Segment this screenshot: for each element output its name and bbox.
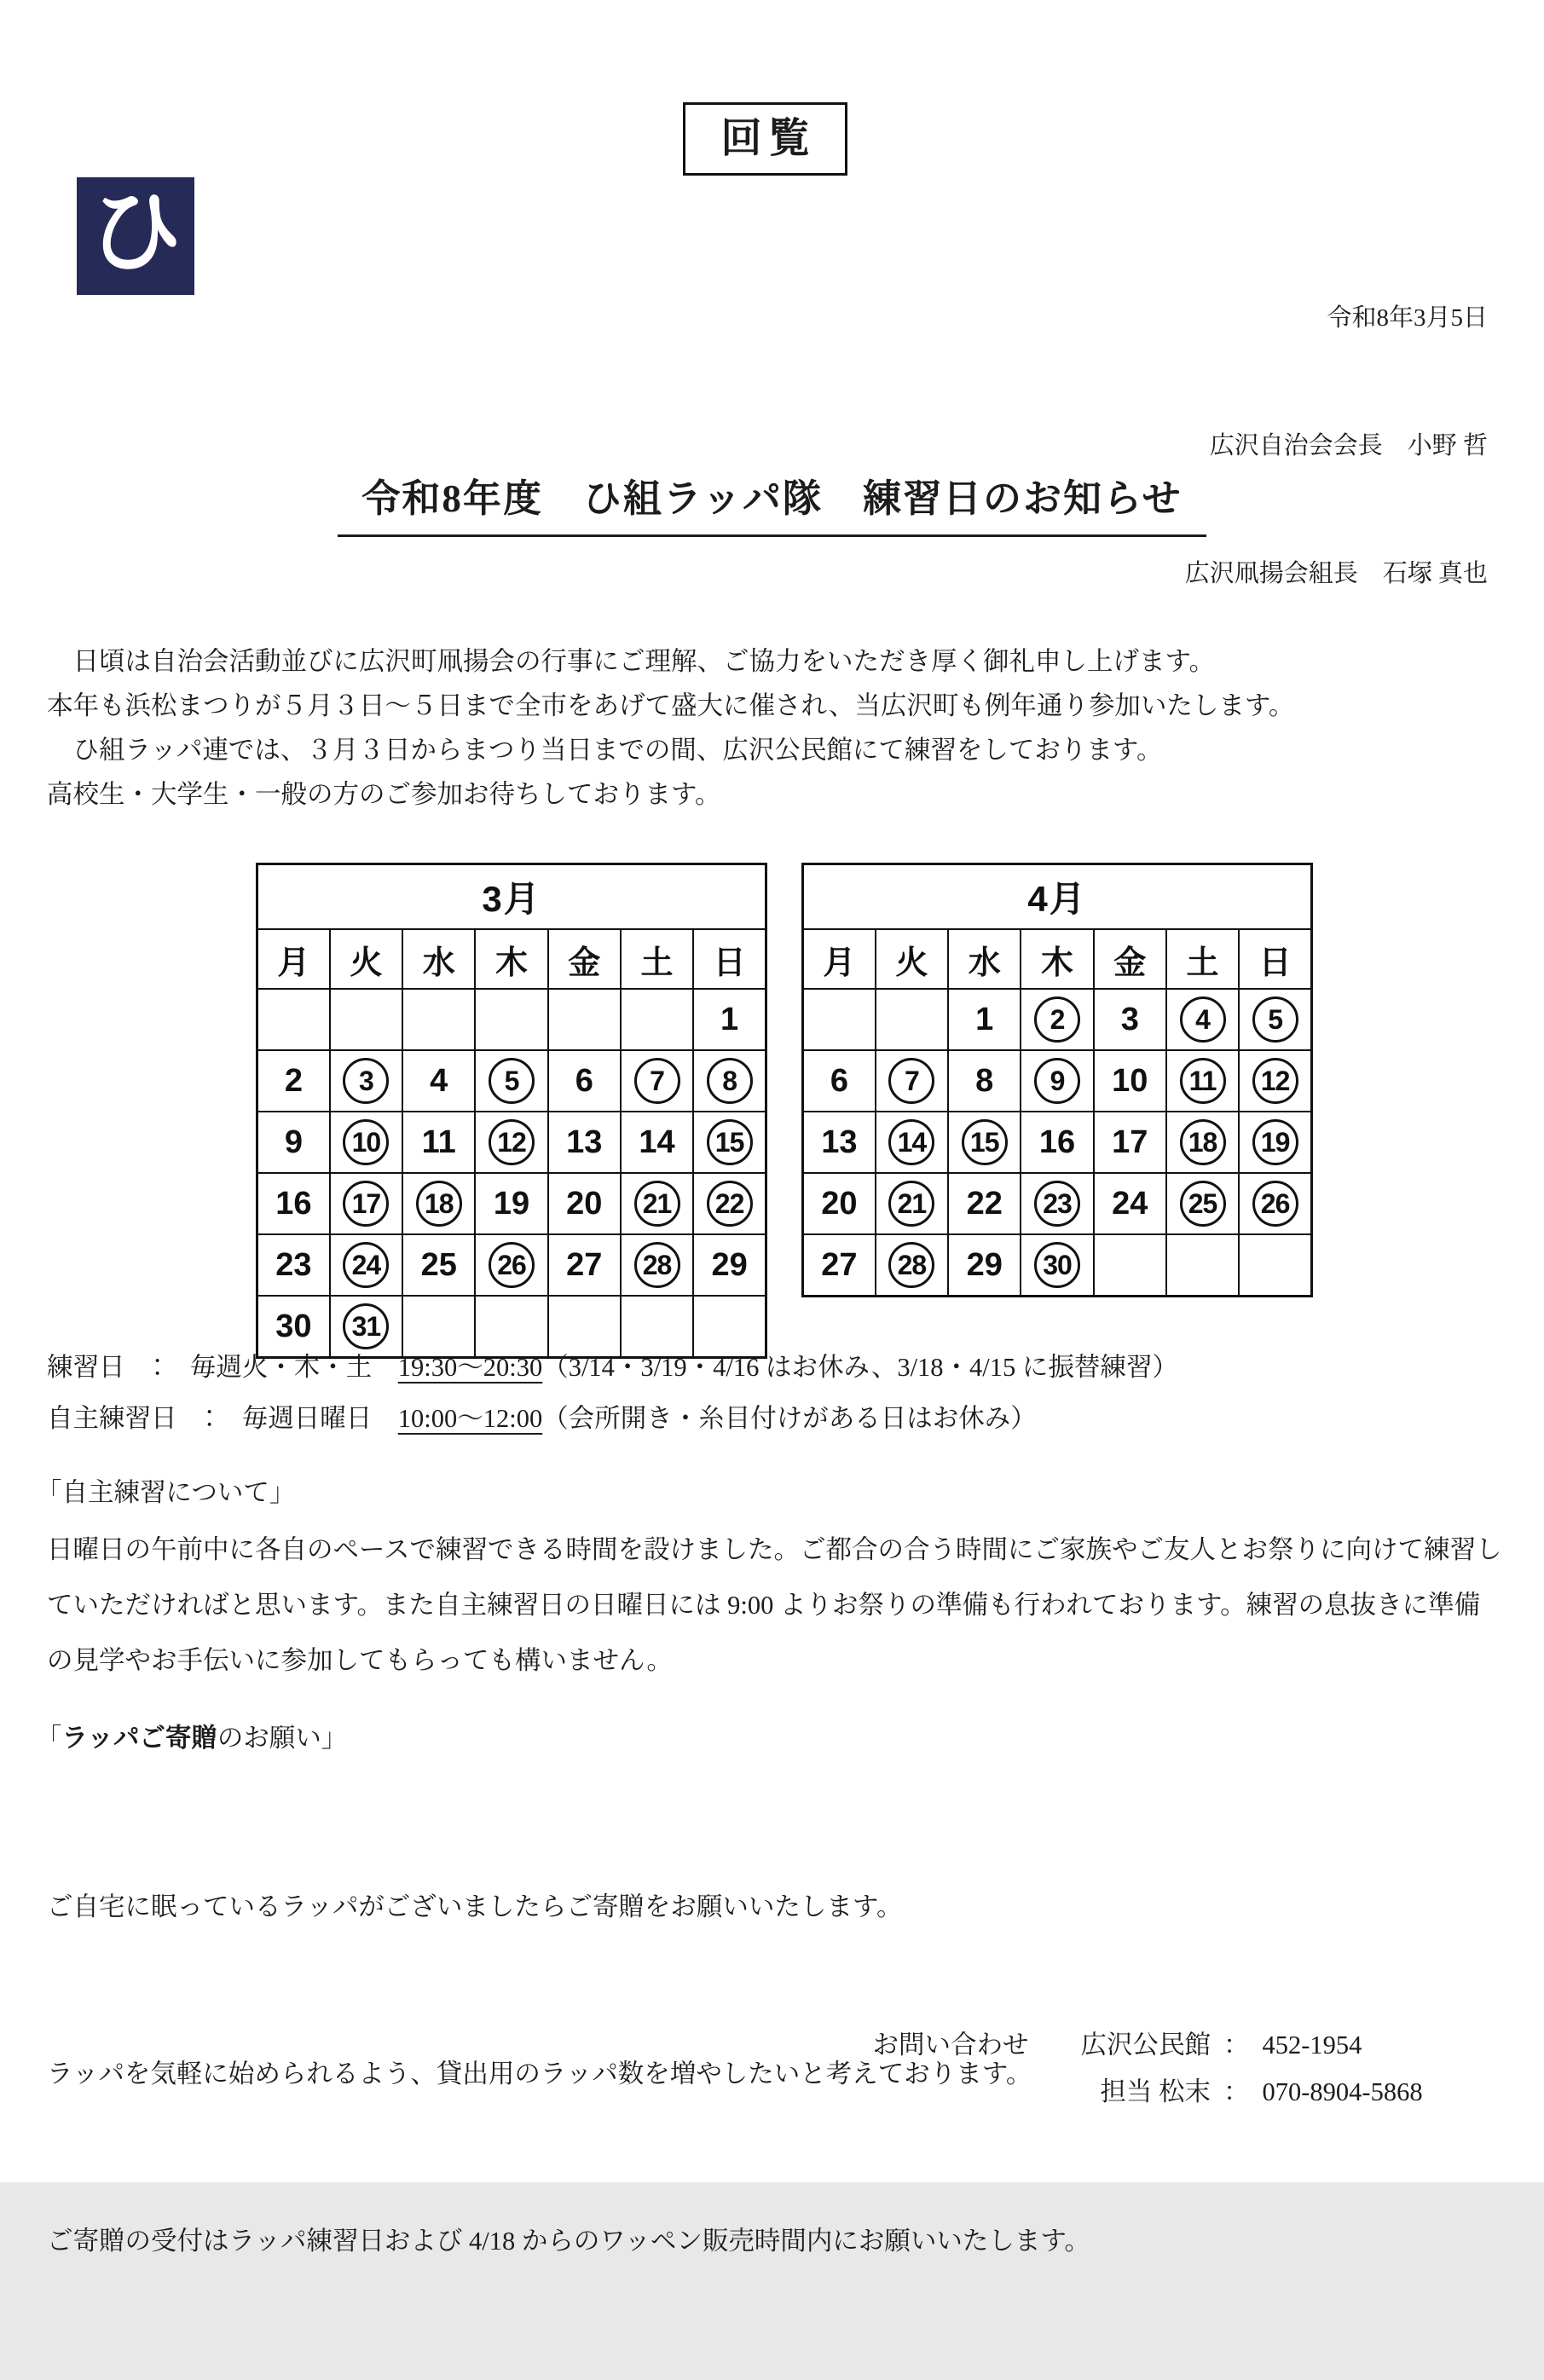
calendar-day-cell — [1166, 989, 1239, 1050]
kairan-label: 回覧 — [720, 116, 817, 161]
calendar-empty-cell — [1239, 1234, 1311, 1297]
practice-schedule — [47, 1342, 1178, 1444]
donation-heading — [36, 1717, 1504, 1759]
self-practice-day-label: 自主練習日 ： 毎週日曜日 — [47, 1404, 398, 1433]
calendar-day-cell — [621, 1234, 693, 1296]
calendar-day-cell: 23 — [257, 1234, 330, 1296]
calendar-weekday-header: 金 — [1094, 929, 1166, 989]
calendar-day-cell: 16 — [1021, 1112, 1093, 1173]
calendar-day-cell — [948, 1112, 1021, 1173]
calendar-day-cell — [1239, 989, 1311, 1050]
donation-line: ご自宅に眠っているラッパがございましたらご寄贈をお願いいたします。 — [47, 1892, 903, 1921]
calendar-day-cell — [1021, 1050, 1093, 1112]
page-title: 令和8年度 ひ組ラッパ隊 練習日のお知らせ — [338, 467, 1206, 537]
intro-line: 高校生・大学生・一般の方のご参加お待ちしております。 — [47, 780, 721, 809]
calendar-day-cell: 20 — [548, 1173, 621, 1234]
logo-hi-character: ひ — [89, 181, 182, 285]
calendar-day-cell: 6 — [803, 1050, 876, 1112]
calendar-empty-cell — [257, 989, 330, 1050]
practice-day-circle: 12 — [489, 1119, 535, 1165]
calendar-day-cell — [1166, 1050, 1239, 1112]
calendar-table — [801, 863, 1313, 1297]
calendar-day-cell: 30 — [257, 1296, 330, 1358]
calendar-day-cell: 6 — [548, 1050, 621, 1112]
calendar-weekday-header: 金 — [548, 929, 621, 989]
practice-day-circle: 5 — [1252, 996, 1298, 1043]
calendar-day-cell — [402, 1173, 475, 1234]
calendar-day-cell: 24 — [1094, 1173, 1166, 1234]
practice-note: （3/14・3/19・4/16 はお休み、3/18・4/15 に振替練習） — [542, 1353, 1178, 1382]
hi-gumi-logo — [77, 177, 194, 295]
intro-paragraph — [47, 639, 1501, 817]
contact-phone: 070-8904-5868 — [1262, 2077, 1423, 2106]
calendar-day-cell — [1021, 1173, 1093, 1234]
calendar-day-cell: 1 — [693, 989, 766, 1050]
practice-day-circle: 7 — [888, 1058, 934, 1104]
calendar-day-cell — [330, 1234, 402, 1296]
calendar-day-cell — [876, 1050, 948, 1112]
calendar-day-cell — [1021, 1234, 1093, 1297]
self-practice-section — [36, 1471, 1504, 1689]
calendar-weekday-header: 月 — [803, 929, 876, 989]
contact-label: お問い合わせ 広沢公民館 — [872, 2031, 1211, 2059]
self-practice-body: 日曜日の午前中に各自のペースで練習できる時間を設けました。ご都合の合う時間にご家族やご友人とお祭りに向けて練習していただければと思います。また自主練習日の日曜日には 9:00 よりお祭りの準備も行われております。練習の息抜きに準備の見学やお手伝いに参加してもらっても構いません。 — [47, 1535, 1502, 1675]
calendar-day-cell: 2 — [257, 1050, 330, 1112]
calendar-day-cell — [1021, 989, 1093, 1050]
practice-day-circle: 5 — [489, 1058, 535, 1104]
calendar-empty-cell — [402, 989, 475, 1050]
calendar-table — [256, 863, 767, 1359]
calendar-day-cell: 1 — [948, 989, 1021, 1050]
calendar-day-cell — [693, 1050, 766, 1112]
practice-day-circle: 12 — [1252, 1058, 1298, 1104]
calendar-day-cell: 10 — [1094, 1050, 1166, 1112]
calendar-day-cell — [1239, 1173, 1311, 1234]
donation-heading-bracket: 「 — [36, 1724, 62, 1753]
practice-day-circle: 15 — [707, 1119, 753, 1165]
calendar-day-cell — [876, 1173, 948, 1234]
practice-day-circle: 11 — [1180, 1058, 1226, 1104]
practice-day-circle: 23 — [1034, 1181, 1080, 1227]
calendar-empty-cell — [1094, 1234, 1166, 1297]
calendar-day-cell — [621, 1050, 693, 1112]
calendar-weekday-header: 水 — [948, 929, 1021, 989]
calendar-weekday-header: 日 — [1239, 929, 1311, 989]
calendar-weekday-header: 月 — [257, 929, 330, 989]
practice-day-circle: 18 — [416, 1181, 462, 1227]
calendar-day-cell: 20 — [803, 1173, 876, 1234]
contact-row-tantou — [840, 2069, 1423, 2116]
calendar-empty-cell — [1166, 1234, 1239, 1297]
practice-day-circle: 14 — [888, 1119, 934, 1165]
practice-day-circle: 22 — [707, 1181, 753, 1227]
self-practice-time: 10:00～12:00 — [397, 1404, 543, 1433]
calendar-day-cell — [876, 1112, 948, 1173]
kairan-stamp-box — [683, 102, 847, 176]
practice-day-circle: 28 — [634, 1242, 680, 1288]
practice-day-circle: 9 — [1034, 1058, 1080, 1104]
calendar-day-cell — [1239, 1112, 1311, 1173]
calendar-day-cell: 11 — [402, 1112, 475, 1173]
calendar-day-cell — [876, 1234, 948, 1297]
calendar-day-cell: 14 — [621, 1112, 693, 1173]
practice-day-line — [47, 1342, 1178, 1393]
issue-date: 令和8年3月5日 — [1327, 304, 1488, 332]
practice-day-circle: 21 — [634, 1181, 680, 1227]
calendar-day-cell — [475, 1234, 547, 1296]
practice-day-circle: 2 — [1034, 996, 1080, 1043]
practice-day-label: 練習日 ： 毎週火・木・土 — [47, 1353, 398, 1382]
intro-line: 本年も浜松まつりが５月３日～５日まで全市をあげて盛大に催され、当広沢町も例年通り参加いたします。 — [47, 691, 1295, 720]
calendar-day-cell: 29 — [948, 1234, 1021, 1297]
calendar-day-cell — [330, 1050, 402, 1112]
calendar-month-label: 4月 — [803, 864, 1312, 930]
practice-day-circle: 17 — [343, 1181, 389, 1227]
intro-line: 日頃は自治会活動並びに広沢町凧揚会の行事にご理解、ご協力をいただき厚く御礼申し上げます。 — [47, 647, 1216, 676]
practice-day-circle: 10 — [343, 1119, 389, 1165]
calendar-empty-cell — [803, 989, 876, 1050]
practice-day-circle: 26 — [489, 1242, 535, 1288]
contact-row-kominkan — [840, 2022, 1423, 2069]
calendar-day-cell: 27 — [803, 1234, 876, 1297]
calendar-day-cell: 9 — [257, 1112, 330, 1173]
practice-day-circle: 31 — [343, 1303, 389, 1349]
calendar-empty-cell — [621, 989, 693, 1050]
practice-day-circle: 8 — [707, 1058, 753, 1104]
donation-heading-bold: ラッパご寄贈 — [61, 1724, 217, 1753]
contact-phone: 452-1954 — [1262, 2031, 1362, 2059]
practice-day-circle: 15 — [962, 1119, 1008, 1165]
calendar-day-cell: 27 — [548, 1234, 621, 1296]
calendar-day-cell: 3 — [1094, 989, 1166, 1050]
calendar-day-cell: 17 — [1094, 1112, 1166, 1173]
calendar-day-cell: 19 — [475, 1173, 547, 1234]
calendar-day-cell: 13 — [548, 1112, 621, 1173]
calendar-month-label: 3月 — [257, 864, 766, 930]
calendar-weekday-header: 火 — [330, 929, 402, 989]
self-practice-note: （会所開き・糸目付けがある日はお休み） — [542, 1404, 1037, 1433]
calendar-day-cell: 8 — [948, 1050, 1021, 1112]
calendar-empty-cell — [475, 989, 547, 1050]
donation-line: ラッパを気軽に始められるよう、貸出用のラッパ数を増やしたいと考えております。 — [47, 2059, 1032, 2088]
calendar-day-cell — [1166, 1173, 1239, 1234]
practice-day-circle: 24 — [343, 1242, 389, 1288]
calendar-day-cell — [1166, 1112, 1239, 1173]
calendar-day-cell — [475, 1050, 547, 1112]
calendar-day-cell — [330, 1173, 402, 1234]
calendar-weekday-header: 水 — [402, 929, 475, 989]
calendar-day-cell — [621, 1173, 693, 1234]
self-practice-heading: 「自主練習について」 — [36, 1478, 296, 1507]
practice-day-circle: 21 — [888, 1181, 934, 1227]
author-line-1: 広沢自治会会長 小野 哲 — [1209, 432, 1488, 459]
calendar-weekday-header: 木 — [475, 929, 547, 989]
calendar-day-cell: 13 — [803, 1112, 876, 1173]
calendar-weekday-header: 火 — [876, 929, 948, 989]
practice-day-circle: 26 — [1252, 1181, 1298, 1227]
header-meta — [1185, 211, 1488, 680]
title-wrap — [0, 467, 1544, 537]
practice-day-circle: 7 — [634, 1058, 680, 1104]
calendar-day-cell — [475, 1112, 547, 1173]
calendar-april — [801, 863, 1313, 1297]
practice-day-circle: 30 — [1034, 1242, 1080, 1288]
calendar-march — [256, 863, 767, 1359]
contact-colon: ： — [1223, 2077, 1250, 2106]
calendar-day-cell: 25 — [402, 1234, 475, 1296]
donation-line: ご寄贈の受付はラッパ練習日および 4/18 からのワッペン販売時間内にお願いいたします。 — [47, 2227, 1090, 2256]
intro-line: ひ組ラッパ連では、３月３日からまつり当日までの間、広沢公民館にて練習をしております。 — [47, 736, 1163, 765]
calendar-day-cell — [330, 1112, 402, 1173]
practice-day-circle: 4 — [1180, 996, 1226, 1043]
calendar-weekday-header: 土 — [1166, 929, 1239, 989]
practice-calendars — [256, 863, 1313, 1359]
contact-block — [840, 2022, 1423, 2116]
practice-day-circle: 19 — [1252, 1119, 1298, 1165]
self-practice-day-line — [47, 1393, 1178, 1444]
contact-colon: ： — [1223, 2031, 1250, 2059]
calendar-empty-cell — [548, 989, 621, 1050]
calendar-weekday-header: 木 — [1021, 929, 1093, 989]
calendar-empty-cell — [876, 989, 948, 1050]
practice-day-circle: 28 — [888, 1242, 934, 1288]
contact-label: 担当 松末 — [1100, 2077, 1211, 2106]
author-line-2: 広沢凧揚会組長 石塚 真也 — [1184, 560, 1488, 587]
practice-time: 19:30～20:30 — [397, 1353, 543, 1382]
calendar-weekday-header: 土 — [621, 929, 693, 989]
donation-heading-rest: のお願い」 — [217, 1724, 348, 1753]
calendar-day-cell: 29 — [693, 1234, 766, 1296]
calendar-day-cell — [693, 1173, 766, 1234]
calendar-day-cell: 22 — [948, 1173, 1021, 1234]
calendar-empty-cell — [330, 989, 402, 1050]
calendar-day-cell: 4 — [402, 1050, 475, 1112]
calendar-day-cell: 16 — [257, 1173, 330, 1234]
calendar-day-cell — [693, 1112, 766, 1173]
calendar-day-cell — [1239, 1050, 1311, 1112]
practice-day-circle: 25 — [1180, 1181, 1226, 1227]
practice-day-circle: 18 — [1180, 1119, 1226, 1165]
calendar-weekday-header: 日 — [693, 929, 766, 989]
practice-day-circle: 3 — [343, 1058, 389, 1104]
